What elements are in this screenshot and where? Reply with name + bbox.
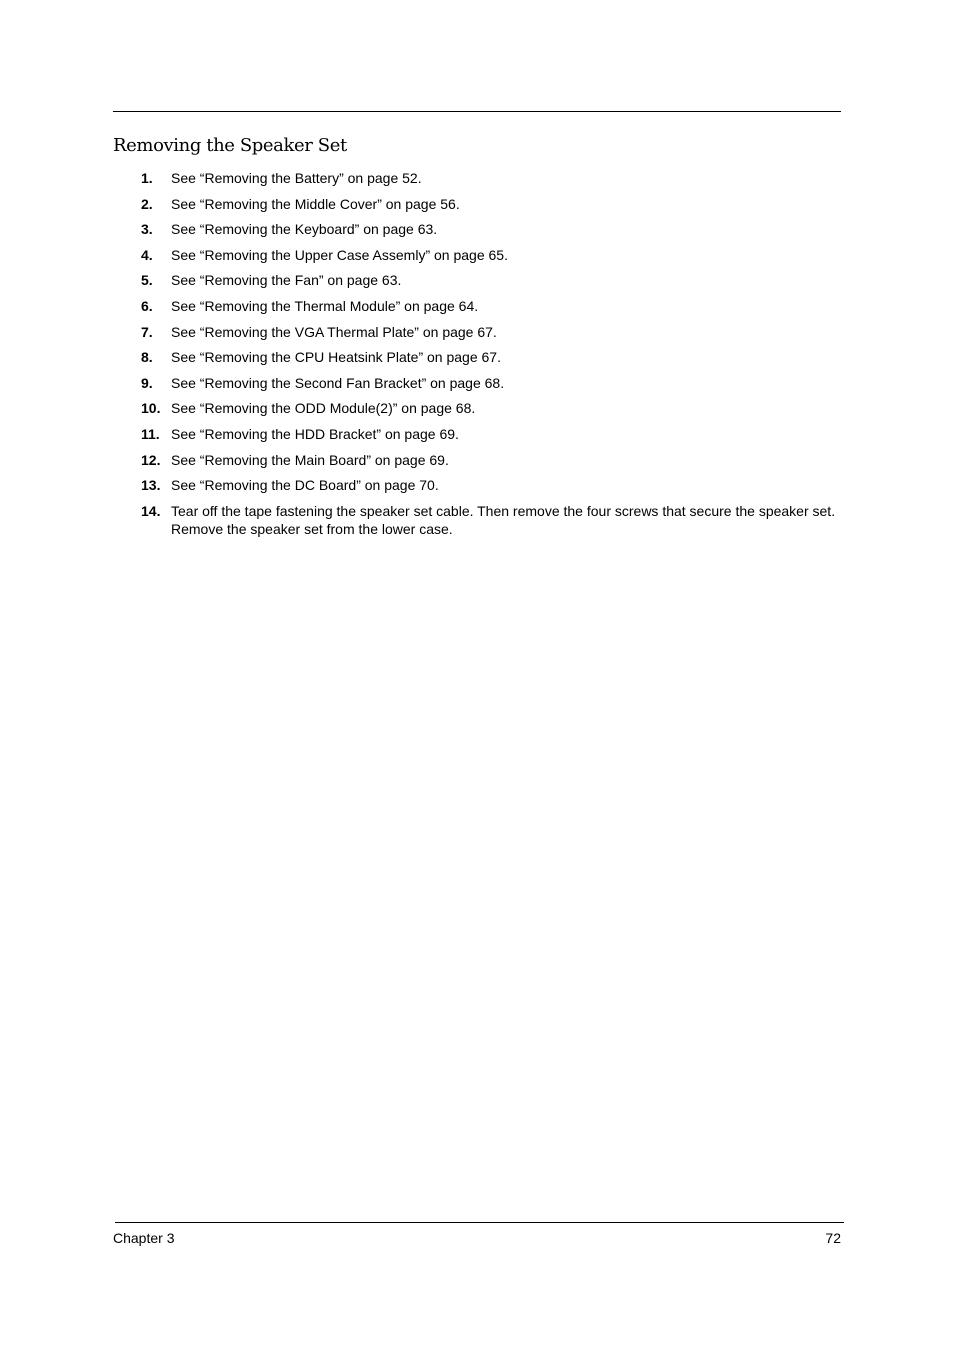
step-number: 1.	[141, 170, 153, 186]
step-text: See “Removing the Keyboard” on page 63.	[171, 221, 438, 238]
step-item	[141, 220, 841, 238]
step-number: 11.	[141, 425, 160, 442]
step-item	[141, 297, 841, 315]
step-number: 9.	[141, 374, 153, 391]
step-text: See “Removing the Upper Case Assemly” on page 65.	[171, 246, 508, 263]
step-item	[141, 323, 841, 341]
step-item	[141, 169, 841, 187]
section-title: Removing the Speaker Set	[113, 135, 347, 156]
footer-page-number: 72	[825, 1230, 841, 1246]
step-text: Tear off the tape fastening the speaker set cable. Then remove the four screws that secure the speaker set. Remove the speaker set from the lower case.	[171, 502, 836, 537]
step-text: See “Removing the ODD Module(2)” on page 68.	[171, 400, 476, 417]
step-item	[141, 451, 841, 469]
step-number: 4.	[141, 246, 153, 263]
steps-list	[141, 169, 841, 545]
footer-chapter: Chapter 3	[113, 1230, 175, 1246]
step-number: 2.	[141, 195, 153, 212]
step-item	[141, 425, 841, 443]
step-text: See “Removing the CPU Heatsink Plate” on page 67.	[171, 349, 501, 366]
step-number: 3.	[141, 221, 153, 238]
step-text: See “Removing the Middle Cover” on page 56.	[171, 195, 460, 212]
step-text: See “Removing the Battery” on page 52.	[171, 170, 422, 186]
step-text: See “Removing the Second Fan Bracket” on page 68.	[171, 374, 505, 391]
step-item	[141, 246, 841, 264]
step-item	[141, 399, 841, 417]
step-item	[141, 502, 841, 538]
step-item	[141, 195, 841, 213]
footer-rule	[115, 1222, 844, 1223]
step-item	[141, 271, 841, 289]
step-number: 14.	[141, 502, 161, 519]
step-text: See “Removing the VGA Thermal Plate” on page 67.	[171, 323, 497, 340]
step-number: 12.	[141, 451, 161, 468]
header-rule	[113, 111, 841, 112]
step-number: 6.	[141, 297, 153, 314]
step-item	[141, 476, 841, 494]
step-text: See “Removing the Main Board” on page 69.	[171, 451, 449, 468]
step-text: See “Removing the Thermal Module” on page 64.	[171, 297, 479, 314]
step-number: 13.	[141, 477, 161, 494]
step-number: 8.	[141, 349, 153, 366]
step-text: See “Removing the Fan” on page 63.	[171, 272, 402, 289]
step-number: 5.	[141, 272, 153, 289]
step-number: 7.	[141, 323, 153, 340]
step-text: See “Removing the DC Board” on page 70.	[171, 477, 439, 494]
step-text: See “Removing the HDD Bracket” on page 69.	[171, 425, 459, 442]
step-item	[141, 374, 841, 392]
step-number: 10.	[141, 400, 161, 417]
step-item	[141, 348, 841, 366]
